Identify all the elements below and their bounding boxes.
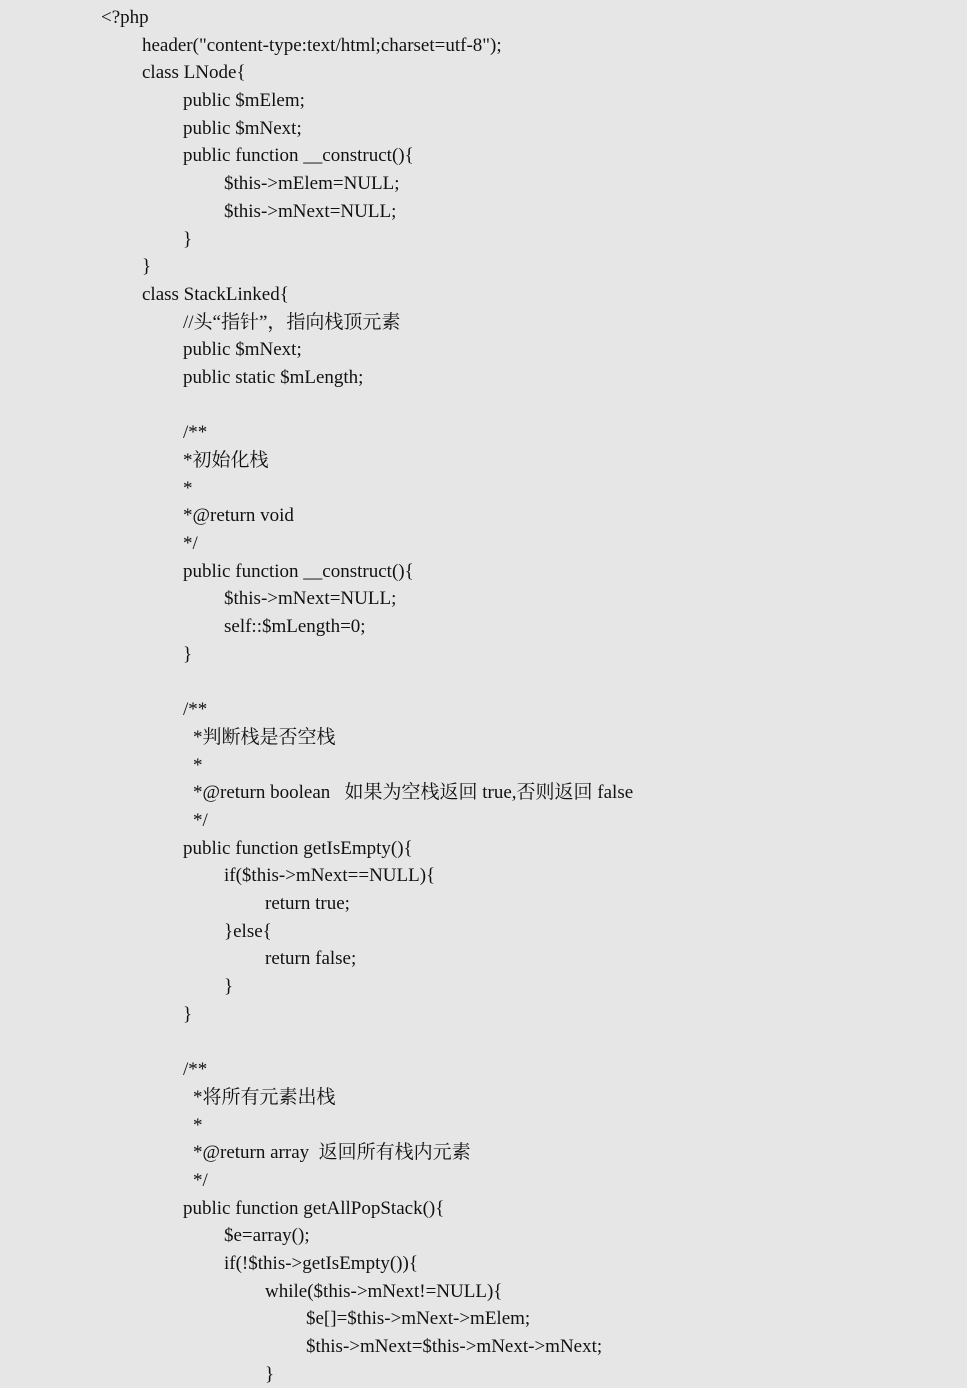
code-line — [0, 1278, 967, 1306]
code-line-text: while($this->mNext!=NULL){ — [265, 1280, 503, 1302]
code-line — [0, 502, 967, 530]
code-line-text: self::$mLength=0; — [224, 616, 366, 638]
code-line — [0, 1112, 967, 1140]
code-line — [0, 613, 967, 641]
code-line — [0, 696, 967, 724]
code-line-text: if(!$this->getIsEmpty()){ — [224, 1252, 418, 1274]
code-line — [0, 253, 967, 281]
code-line — [0, 1250, 967, 1278]
code-line — [0, 862, 967, 890]
code-line — [0, 115, 967, 143]
code-line — [0, 530, 967, 558]
code-line-text: public static $mLength; — [183, 366, 364, 388]
code-line — [0, 1333, 967, 1361]
code-line-text: */ — [193, 809, 208, 831]
code-line — [0, 170, 967, 198]
code-line-text: * — [193, 754, 203, 776]
code-line — [0, 1139, 967, 1167]
code-line — [0, 364, 967, 392]
code-line-text: public function __construct(){ — [183, 560, 414, 582]
code-line-text: } — [224, 976, 234, 998]
code-line-text: $e=array(); — [224, 1225, 310, 1247]
code-line — [0, 419, 967, 447]
code-line-text: return true; — [265, 893, 350, 914]
code-line-text: }else{ — [224, 920, 272, 942]
code-line-text: $this->mNext=$this->mNext->mNext; — [306, 1336, 603, 1357]
code-line-text: public $mElem; — [183, 90, 305, 112]
code-line-text: <?php — [101, 7, 149, 28]
code-line — [0, 1084, 967, 1112]
code-line-text: } — [265, 1363, 275, 1385]
code-line — [0, 309, 967, 337]
code-line — [0, 1167, 967, 1195]
code-line-text: public function getIsEmpty(){ — [183, 837, 413, 859]
code-line — [0, 1001, 967, 1029]
code-line — [0, 1056, 967, 1084]
code-line-text: */ — [193, 1169, 208, 1191]
code-line-text: if($this->mNext==NULL){ — [224, 865, 436, 887]
code-line — [0, 1305, 967, 1333]
code-line-text: */ — [183, 533, 198, 555]
code-line — [0, 807, 967, 835]
code-line — [0, 475, 967, 503]
blank-line — [0, 392, 967, 420]
code-line — [0, 918, 967, 946]
code-line-text: /** — [183, 422, 208, 444]
code-line-text: header("content-type:text/html;charset=utf-8"); — [142, 34, 502, 56]
code-line — [0, 945, 967, 973]
code-line-text: class StackLinked{ — [142, 283, 289, 305]
code-line-text: } — [142, 256, 152, 278]
code-line-text: } — [183, 228, 193, 250]
code-line-text: *初始化栈 — [183, 450, 269, 471]
code-line-text: *@return void — [183, 505, 294, 527]
code-line-text: } — [183, 643, 193, 665]
code-line — [0, 281, 967, 309]
code-line-text: /** — [183, 1059, 208, 1081]
code-line-text: } — [183, 1003, 193, 1025]
code-line-text: *@return array 返回所有栈内元素 — [193, 1142, 471, 1164]
code-line — [0, 724, 967, 752]
code-line-text: * — [183, 477, 193, 499]
code-line-text: *@return boolean 如果为空栈返回 true,否则返回 false — [193, 782, 634, 804]
code-line — [0, 447, 967, 475]
code-line — [0, 4, 967, 32]
blank-line — [0, 669, 967, 697]
code-line — [0, 226, 967, 254]
code-line-text: $this->mNext=NULL; — [224, 200, 397, 222]
code-line — [0, 336, 967, 364]
code-line-text: class LNode{ — [142, 62, 246, 84]
code-line — [0, 890, 967, 918]
code-line-text: public function getAllPopStack(){ — [183, 1197, 445, 1219]
code-line-text: * — [193, 1114, 203, 1136]
blank-line — [0, 1028, 967, 1056]
code-line — [0, 558, 967, 586]
code-line — [0, 779, 967, 807]
code-line-text: /** — [183, 699, 208, 721]
code-line — [0, 752, 967, 780]
code-listing — [0, 4, 967, 1388]
code-line-text: *将所有元素出栈 — [193, 1086, 336, 1108]
code-line-text: public $mNext; — [183, 339, 302, 361]
code-line-text: public function __construct(){ — [183, 145, 414, 167]
code-line-text: $this->mElem=NULL; — [224, 173, 400, 195]
code-line-text: *判断栈是否空栈 — [193, 726, 336, 748]
code-line — [0, 1222, 967, 1250]
code-line — [0, 87, 967, 115]
code-line — [0, 835, 967, 863]
code-line-text: public $mNext; — [183, 117, 302, 139]
code-line — [0, 59, 967, 87]
code-line — [0, 973, 967, 1001]
code-line — [0, 198, 967, 226]
code-line — [0, 32, 967, 60]
code-line-text: $e[]=$this->mNext->mElem; — [306, 1308, 531, 1330]
code-line — [0, 1361, 967, 1388]
code-line-text: //头“指针”，指向栈顶元素 — [183, 311, 401, 333]
code-line — [0, 142, 967, 170]
code-line — [0, 1195, 967, 1223]
code-line — [0, 641, 967, 669]
code-line-text: return false; — [265, 948, 357, 970]
code-line-text: $this->mNext=NULL; — [224, 588, 397, 610]
code-line — [0, 585, 967, 613]
